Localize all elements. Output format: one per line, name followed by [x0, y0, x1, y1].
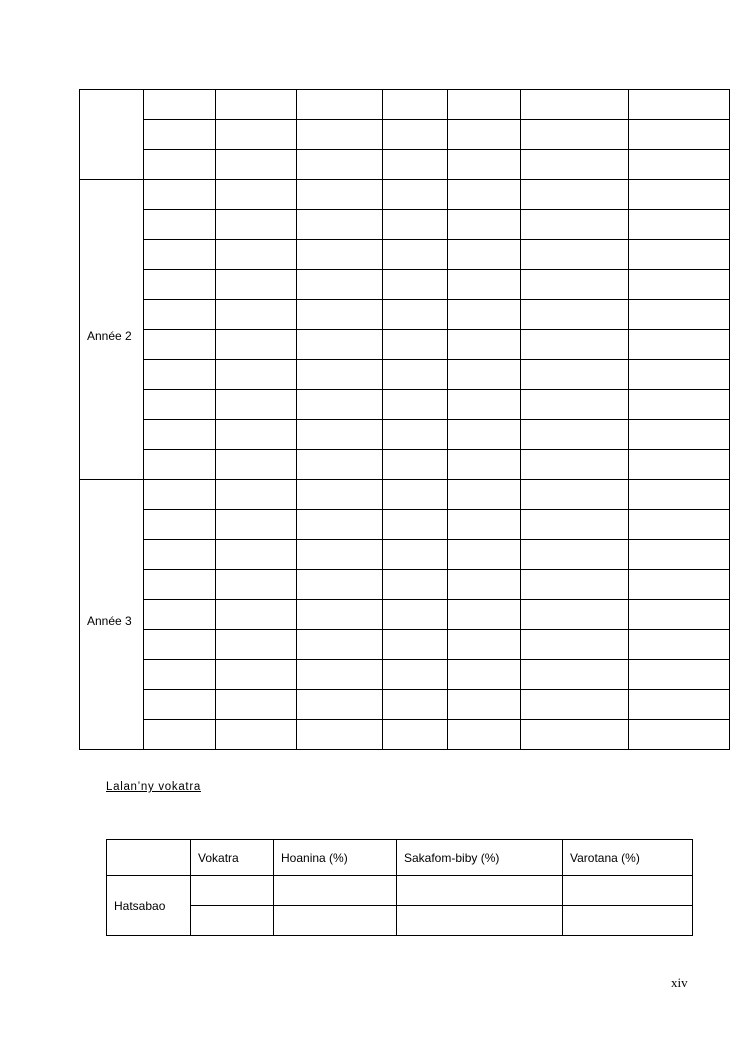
header-cell: Hoanina (%) — [274, 840, 397, 876]
empty-cell — [297, 120, 383, 150]
empty-cell — [297, 360, 383, 390]
empty-cell — [383, 540, 448, 570]
empty-cell — [629, 270, 730, 300]
empty-cell — [629, 510, 730, 540]
empty-cell — [521, 660, 629, 690]
table-row — [80, 540, 730, 570]
empty-cell — [383, 510, 448, 540]
empty-cell — [297, 420, 383, 450]
empty-cell — [521, 420, 629, 450]
empty-cell — [216, 210, 297, 240]
empty-cell — [383, 630, 448, 660]
empty-cell — [448, 180, 521, 210]
empty-cell — [297, 570, 383, 600]
empty-cell — [629, 300, 730, 330]
header-cell: Varotana (%) — [563, 840, 693, 876]
empty-cell — [383, 720, 448, 750]
empty-cell — [216, 330, 297, 360]
empty-cell — [297, 180, 383, 210]
empty-cell — [383, 270, 448, 300]
empty-cell — [629, 540, 730, 570]
empty-cell — [629, 630, 730, 660]
table-row — [107, 906, 693, 936]
empty-cell — [216, 240, 297, 270]
year-label: Année 3 — [80, 480, 144, 750]
empty-cell — [448, 360, 521, 390]
empty-cell — [297, 270, 383, 300]
empty-cell — [448, 480, 521, 510]
empty-cell — [629, 450, 730, 480]
header-cell: Vokatra — [191, 840, 274, 876]
empty-cell — [297, 240, 383, 270]
empty-cell — [521, 570, 629, 600]
table-row — [80, 570, 730, 600]
empty-cell — [144, 360, 216, 390]
empty-cell — [144, 90, 216, 120]
yield-distribution-table — [106, 839, 693, 936]
empty-cell — [383, 420, 448, 450]
empty-cell — [144, 390, 216, 420]
empty-cell — [448, 690, 521, 720]
empty-cell — [448, 300, 521, 330]
empty-cell — [216, 450, 297, 480]
empty-cell — [563, 906, 693, 936]
empty-cell — [216, 180, 297, 210]
table-row — [80, 360, 730, 390]
empty-cell — [629, 240, 730, 270]
empty-cell — [629, 690, 730, 720]
header-cell — [107, 840, 191, 876]
empty-cell — [216, 660, 297, 690]
empty-cell — [521, 240, 629, 270]
empty-cell — [383, 150, 448, 180]
year-label — [80, 90, 144, 180]
empty-cell — [297, 210, 383, 240]
empty-cell — [521, 180, 629, 210]
empty-cell — [629, 90, 730, 120]
empty-cell — [144, 420, 216, 450]
empty-cell — [144, 180, 216, 210]
empty-cell — [144, 330, 216, 360]
empty-cell — [191, 906, 274, 936]
empty-cell — [144, 570, 216, 600]
empty-cell — [629, 120, 730, 150]
empty-cell — [448, 600, 521, 630]
empty-cell — [521, 510, 629, 540]
table-row — [80, 120, 730, 150]
header-cell: Sakafom-biby (%) — [397, 840, 563, 876]
empty-cell — [448, 420, 521, 450]
empty-cell — [297, 720, 383, 750]
empty-cell — [383, 90, 448, 120]
empty-cell — [448, 660, 521, 690]
empty-cell — [297, 450, 383, 480]
empty-cell — [448, 120, 521, 150]
empty-cell — [448, 720, 521, 750]
empty-cell — [216, 600, 297, 630]
empty-cell — [216, 720, 297, 750]
empty-cell — [521, 330, 629, 360]
empty-cell — [521, 480, 629, 510]
empty-cell — [629, 360, 730, 390]
table-header-row — [107, 840, 693, 876]
empty-cell — [521, 630, 629, 660]
table-row — [80, 210, 730, 240]
empty-cell — [216, 90, 297, 120]
empty-cell — [521, 600, 629, 630]
table-row — [80, 720, 730, 750]
empty-cell — [297, 600, 383, 630]
empty-cell — [383, 240, 448, 270]
empty-cell — [216, 510, 297, 540]
section-heading: Lalan’ny vokatra — [106, 781, 201, 793]
empty-cell — [383, 180, 448, 210]
empty-cell — [144, 720, 216, 750]
empty-cell — [521, 270, 629, 300]
table-row — [80, 180, 730, 210]
empty-cell — [144, 210, 216, 240]
empty-cell — [383, 570, 448, 600]
table-row — [80, 390, 730, 420]
empty-cell — [216, 540, 297, 570]
empty-cell — [448, 210, 521, 240]
empty-cell — [144, 600, 216, 630]
empty-cell — [397, 906, 563, 936]
empty-cell — [383, 120, 448, 150]
empty-cell — [144, 540, 216, 570]
empty-cell — [144, 690, 216, 720]
empty-cell — [448, 450, 521, 480]
empty-cell — [297, 330, 383, 360]
empty-cell — [448, 240, 521, 270]
table-row — [80, 270, 730, 300]
table-row — [80, 240, 730, 270]
empty-cell — [629, 420, 730, 450]
empty-cell — [383, 480, 448, 510]
table-row — [80, 690, 730, 720]
empty-cell — [144, 120, 216, 150]
empty-cell — [383, 390, 448, 420]
empty-cell — [383, 330, 448, 360]
empty-cell — [216, 390, 297, 420]
empty-cell — [563, 876, 693, 906]
empty-cell — [216, 570, 297, 600]
table-row — [80, 600, 730, 630]
empty-cell — [629, 660, 730, 690]
empty-cell — [144, 480, 216, 510]
table-row — [80, 330, 730, 360]
empty-cell — [191, 876, 274, 906]
empty-cell — [274, 906, 397, 936]
empty-cell — [144, 510, 216, 540]
table-row — [107, 876, 693, 906]
empty-cell — [216, 420, 297, 450]
empty-cell — [383, 210, 448, 240]
empty-cell — [297, 150, 383, 180]
empty-cell — [274, 876, 397, 906]
empty-cell — [397, 876, 563, 906]
empty-cell — [216, 360, 297, 390]
empty-cell — [521, 150, 629, 180]
year-label: Année 2 — [80, 180, 144, 480]
empty-cell — [383, 690, 448, 720]
empty-cell — [448, 90, 521, 120]
empty-cell — [383, 300, 448, 330]
empty-cell — [216, 480, 297, 510]
empty-cell — [629, 330, 730, 360]
empty-cell — [144, 660, 216, 690]
empty-cell — [448, 270, 521, 300]
empty-cell — [448, 510, 521, 540]
table-row — [80, 510, 730, 540]
empty-cell — [521, 210, 629, 240]
empty-cell — [629, 600, 730, 630]
table-row — [80, 420, 730, 450]
empty-cell — [629, 570, 730, 600]
empty-cell — [629, 480, 730, 510]
yearly-data-table — [79, 89, 730, 750]
empty-cell — [521, 120, 629, 150]
empty-cell — [629, 210, 730, 240]
empty-cell — [297, 480, 383, 510]
empty-cell — [521, 720, 629, 750]
empty-cell — [297, 390, 383, 420]
empty-cell — [144, 450, 216, 480]
table-row — [80, 300, 730, 330]
empty-cell — [521, 90, 629, 120]
table-row — [80, 660, 730, 690]
empty-cell — [297, 90, 383, 120]
empty-cell — [448, 390, 521, 420]
empty-cell — [297, 690, 383, 720]
table-row — [80, 630, 730, 660]
empty-cell — [448, 570, 521, 600]
table-row — [80, 90, 730, 120]
empty-cell — [297, 630, 383, 660]
empty-cell — [448, 330, 521, 360]
empty-cell — [521, 540, 629, 570]
empty-cell — [448, 630, 521, 660]
empty-cell — [383, 450, 448, 480]
empty-cell — [144, 630, 216, 660]
empty-cell — [216, 690, 297, 720]
empty-cell — [448, 150, 521, 180]
empty-cell — [144, 300, 216, 330]
table-row — [80, 150, 730, 180]
empty-cell — [216, 300, 297, 330]
empty-cell — [521, 450, 629, 480]
empty-cell — [383, 360, 448, 390]
empty-cell — [297, 540, 383, 570]
empty-cell — [297, 300, 383, 330]
empty-cell — [216, 120, 297, 150]
empty-cell — [144, 240, 216, 270]
empty-cell — [383, 660, 448, 690]
empty-cell — [216, 150, 297, 180]
empty-cell — [216, 630, 297, 660]
table-row — [80, 480, 730, 510]
empty-cell — [629, 720, 730, 750]
empty-cell — [383, 600, 448, 630]
empty-cell — [629, 390, 730, 420]
empty-cell — [629, 180, 730, 210]
empty-cell — [629, 150, 730, 180]
page-number: xiv — [671, 975, 688, 990]
row-label: Hatsabao — [107, 876, 191, 936]
empty-cell — [521, 390, 629, 420]
empty-cell — [297, 510, 383, 540]
empty-cell — [448, 540, 521, 570]
empty-cell — [216, 270, 297, 300]
empty-cell — [144, 150, 216, 180]
empty-cell — [297, 660, 383, 690]
empty-cell — [144, 270, 216, 300]
empty-cell — [521, 300, 629, 330]
table-row — [80, 450, 730, 480]
empty-cell — [521, 360, 629, 390]
empty-cell — [521, 690, 629, 720]
